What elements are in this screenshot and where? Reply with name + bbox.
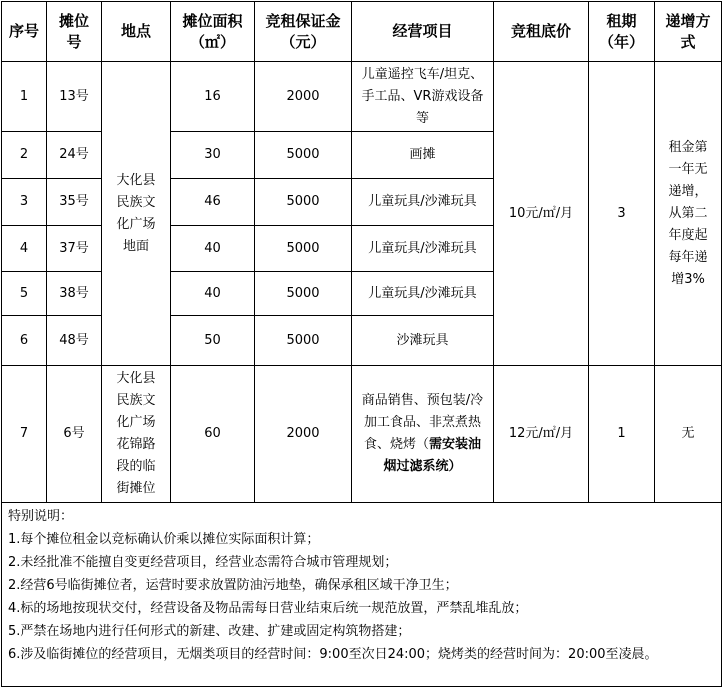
cell-business: 画摊 xyxy=(352,132,494,179)
cell-area: 60 xyxy=(171,366,255,503)
cell-deposit: 2000 xyxy=(255,366,352,503)
cell-business: 儿童玩具/沙滩玩具 xyxy=(352,272,494,316)
header-term: 租期（年） xyxy=(589,2,655,62)
cell-term: 3 xyxy=(589,62,655,366)
cell-seq: 4 xyxy=(2,226,47,272)
cell-increase: 无 xyxy=(655,366,722,503)
cell-stall-no: 48号 xyxy=(47,316,102,366)
note-item: 2.未经批准不能擅自变更经营项目，经营业态需符合城市管理规划； xyxy=(8,555,398,570)
note-item: 1.每个摊位租金以竞标确认价乘以摊位实际面积计算； xyxy=(8,532,320,547)
header-row xyxy=(2,2,722,62)
note-item: 2.经营6号临街摊位者，运营时要求放置防油污地垫，确保承租区域干净卫生； xyxy=(8,578,458,593)
note-item: 4.标的场地按现状交付，经营设备及物品需每日营业结束后统一规范放置，严禁乱堆乱放； xyxy=(8,601,528,616)
cell-deposit: 5000 xyxy=(255,272,352,316)
cell-seq: 6 xyxy=(2,316,47,366)
cell-term: 1 xyxy=(589,366,655,503)
cell-stall-no: 6号 xyxy=(47,366,102,503)
header-business: 经营项目 xyxy=(352,2,494,62)
header-area: 摊位面积（㎡） xyxy=(171,2,255,62)
stall-bidding-table xyxy=(1,1,722,687)
cell-stall-no: 35号 xyxy=(47,179,102,226)
notes-row xyxy=(2,503,722,687)
cell-seq: 2 xyxy=(2,132,47,179)
cell-area: 40 xyxy=(171,226,255,272)
table-row xyxy=(2,366,722,503)
cell-area: 46 xyxy=(171,179,255,226)
business-end: ） xyxy=(448,459,462,474)
notes-title: 特别说明： xyxy=(8,509,74,524)
cell-location: 大化县民族文化广场花锦路段的临街摊位 xyxy=(102,366,171,503)
cell-business: 儿童玩具/沙滩玩具 xyxy=(352,179,494,226)
cell-seq: 5 xyxy=(2,272,47,316)
cell-area: 40 xyxy=(171,272,255,316)
header-reserve-price: 竞租底价 xyxy=(494,2,589,62)
cell-stall-no: 24号 xyxy=(47,132,102,179)
cell-location: 大化县民族文化广场地面 xyxy=(102,62,171,366)
cell-stall-no: 37号 xyxy=(47,226,102,272)
cell-deposit: 2000 xyxy=(255,62,352,132)
cell-business xyxy=(352,366,494,503)
note-item: 6.涉及临街摊位的经营项目，无烟类项目的经营时间：9:00至次日24:00；烧烤类的经营时间为：20:00至凌晨。 xyxy=(8,647,658,662)
cell-deposit: 5000 xyxy=(255,316,352,366)
cell-deposit: 5000 xyxy=(255,132,352,179)
cell-seq: 1 xyxy=(2,62,47,132)
cell-area: 50 xyxy=(171,316,255,366)
cell-business: 沙滩玩具 xyxy=(352,316,494,366)
cell-deposit: 5000 xyxy=(255,179,352,226)
header-deposit: 竞租保证金（元） xyxy=(255,2,352,62)
header-location: 地点 xyxy=(102,2,171,62)
cell-deposit: 5000 xyxy=(255,226,352,272)
cell-reserve-price: 12元/㎡/月 xyxy=(494,366,589,503)
header-seq: 序号 xyxy=(2,2,47,62)
cell-area: 30 xyxy=(171,132,255,179)
notes-section xyxy=(2,503,722,687)
business-bold-note: 需安装油烟过滤系统 xyxy=(383,437,482,474)
cell-increase: 租金第一年无递增，从第二年度起每年递增3% xyxy=(655,62,722,366)
cell-stall-no: 38号 xyxy=(47,272,102,316)
note-item: 5.严禁在场地内进行任何形式的新建、改建、扩建或固定构筑物搭建； xyxy=(8,624,411,639)
header-increase: 递增方式 xyxy=(655,2,722,62)
cell-reserve-price: 10元/㎡/月 xyxy=(494,62,589,366)
business-text: 商品销售、预包装/冷加工食品、非烹煮热食、烧烤（ xyxy=(361,393,484,452)
cell-stall-no: 13号 xyxy=(47,62,102,132)
cell-seq: 3 xyxy=(2,179,47,226)
header-stall-no: 摊位号 xyxy=(47,2,102,62)
cell-seq: 7 xyxy=(2,366,47,503)
cell-area: 16 xyxy=(171,62,255,132)
table-row xyxy=(2,62,722,132)
cell-business: 儿童遥控飞车/坦克、手工品、VR游戏设备等 xyxy=(352,62,494,132)
cell-business: 儿童玩具/沙滩玩具 xyxy=(352,226,494,272)
